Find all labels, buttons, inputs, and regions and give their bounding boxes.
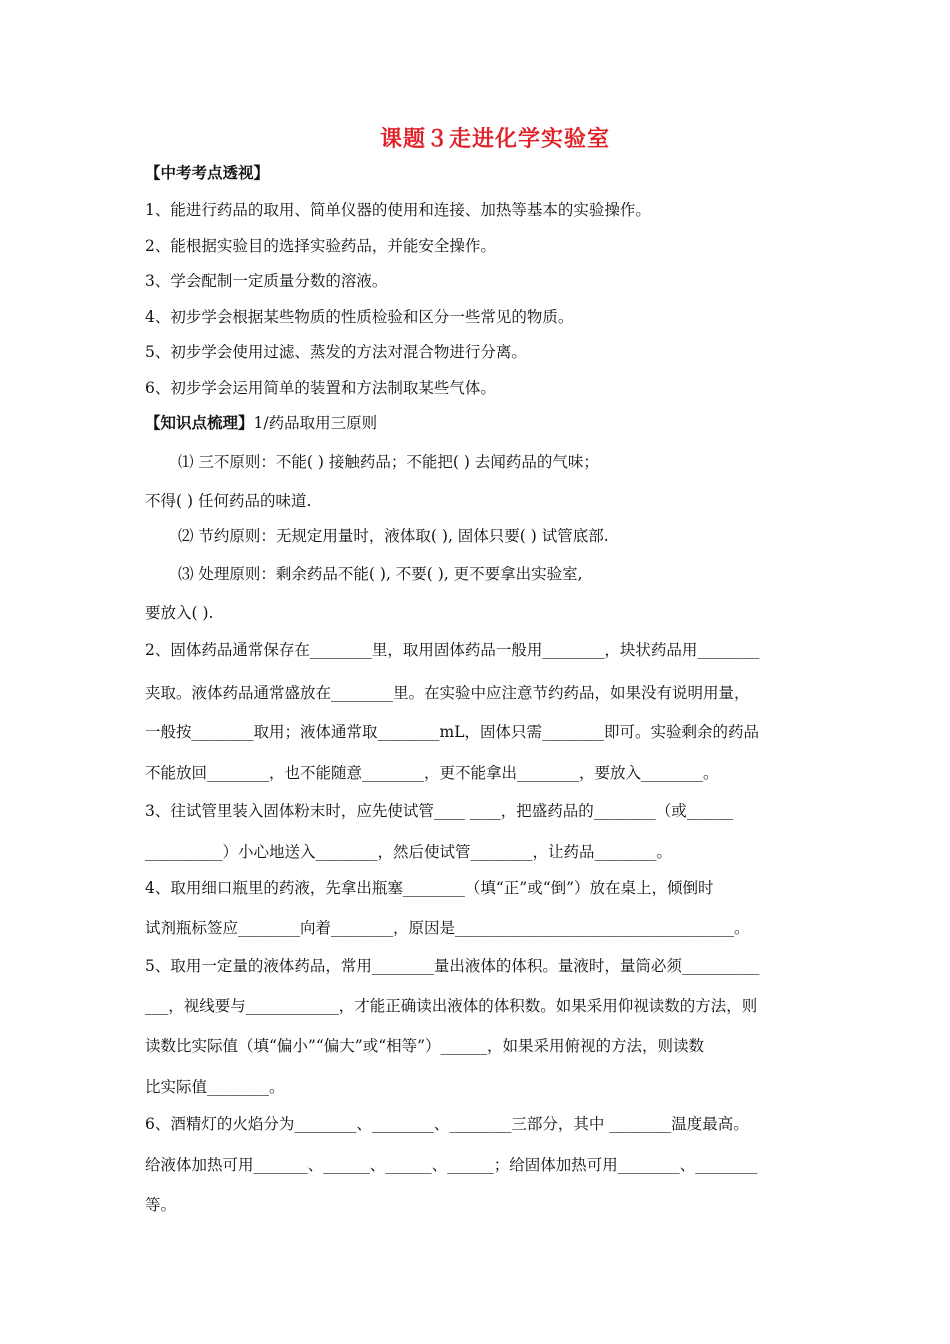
knowledge-line: 夹取。液体药品通常盛放在________里。在实验中应注意节约药品，如果没有说明用量， xyxy=(145,684,750,702)
exam-point-3: 3、学会配制一定质量分数的溶液。 xyxy=(145,272,388,290)
knowledge-heading-suffix: 1/药品取用三原则 xyxy=(253,414,378,432)
document-title: 课题３走进化学实验室 xyxy=(379,127,610,152)
exam-point-6: 6、初步学会运用简单的装置和方法制取某些气体。 xyxy=(145,379,496,397)
knowledge-line: 4、取用细口瓶里的药液，先拿出瓶塞________（填“正”或“倒”）放在桌上，倾倒时 xyxy=(145,879,714,897)
exam-point-4: 4、初步学会根据某些物质的性质检验和区分一些常见的物质。 xyxy=(145,308,574,326)
knowledge-line: 3、往试管里装入固体粉末时，应先使试管____ ____，把盛药品的________（或______ xyxy=(145,802,734,820)
exam-point-1: 1、能进行药品的取用、简单仪器的使用和连接、加热等基本的实验操作。 xyxy=(145,201,651,219)
knowledge-line: ⑵ 节约原则：无规定用量时，液体取( ), 固体只要( ) 试管底部. xyxy=(178,527,609,545)
knowledge-line: 不能放回________，也不能随意________，更不能拿出________，要放入________。 xyxy=(145,764,719,782)
knowledge-line: 给液体加热可用_______、______、______、______；给固体加热可用________、________ xyxy=(145,1156,758,1174)
knowledge-line: 5、取用一定量的液体药品，常用________量出液体的体积。量液时，量筒必须__________ xyxy=(145,957,760,975)
exam-point-2: 2、能根据实验目的选择实验药品，并能安全操作。 xyxy=(145,237,496,255)
knowledge-line: __________）小心地送入________，然后使试管________，让药品________。 xyxy=(145,843,673,861)
knowledge-line: 2、固体药品通常保存在________里，取用固体药品一般用________，块状药品用________ xyxy=(145,641,760,659)
knowledge-line: 一般按________取用；液体通常取________mL，固体只需________即可。实验剩余的药品 xyxy=(145,723,759,741)
knowledge-line: 不得( ) 任何药品的味道. xyxy=(145,492,312,510)
knowledge-line: 试剂瓶标签应________向着________，原因是____________________________________。 xyxy=(145,919,750,937)
knowledge-line: 比实际值________。 xyxy=(145,1078,285,1096)
knowledge-line: 要放入( ). xyxy=(145,604,214,622)
section-heading-exam-points: 【中考考点透视】 xyxy=(145,164,270,182)
knowledge-line: 等。 xyxy=(145,1196,177,1214)
knowledge-line: ⑴ 三不原则：不能( ) 接触药品；不能把( ) 去闻药品的气味； xyxy=(178,453,599,471)
knowledge-heading-label: 【知识点梳理】 xyxy=(145,414,254,432)
knowledge-line: ___，视线要与____________，才能正确读出液体的体积数。如果采用仰视读数的方法，则 xyxy=(145,997,758,1015)
section-heading-knowledge xyxy=(145,413,377,433)
knowledge-line: ⑶ 处理原则：剩余药品不能( ), 不要( ), 更不要拿出实验室, xyxy=(178,565,583,583)
knowledge-line: 读数比实际值（填“偏小”“偏大”或“相等”）______，如果采用俯视的方法，则读数 xyxy=(145,1037,705,1055)
exam-point-5: 5、初步学会使用过滤、蒸发的方法对混合物进行分离。 xyxy=(145,343,527,361)
knowledge-line: 6、酒精灯的火焰分为________、________、________三部分，其中 ________温度最高。 xyxy=(145,1115,749,1133)
